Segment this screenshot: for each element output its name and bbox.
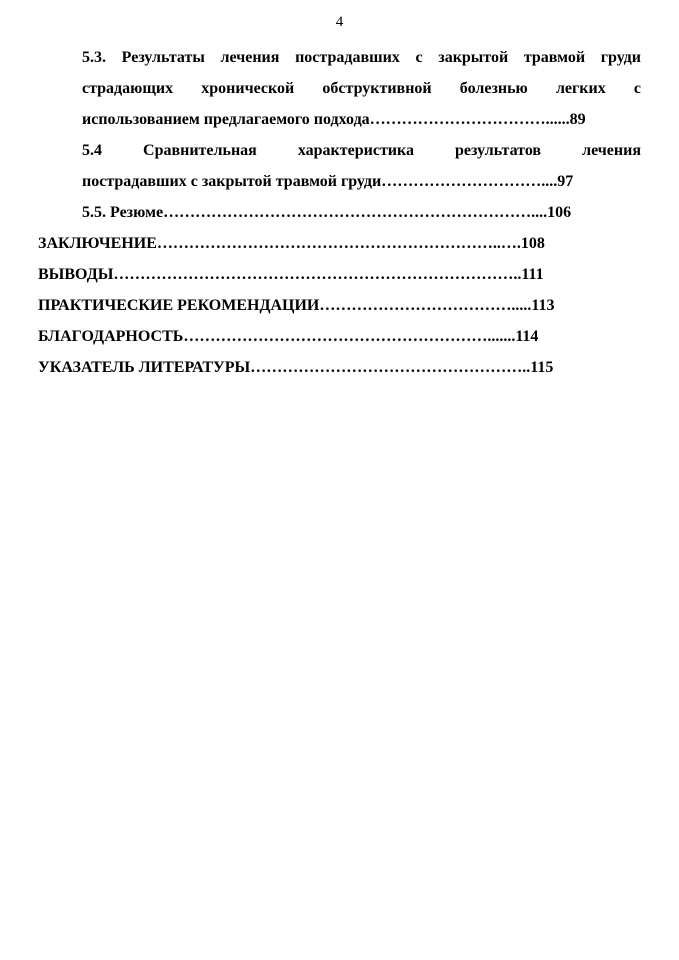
toc-entry-5-4 xyxy=(38,135,641,197)
toc-entry-conclusion: ЗАКЛЮЧЕНИЕ………………………………………………………..….108 xyxy=(38,235,545,252)
toc-entry-recommendations: ПРАКТИЧЕСКИЕ РЕКОМЕНДАЦИИ……………………………….....113 xyxy=(38,297,555,314)
toc-entry-5-4-main: 5.4 Сравнительная характеристика результатов лечения xyxy=(82,142,641,159)
toc-entry-5-3-main: 5.3. Результаты лечения пострадавших с закрытой травмой груди страдающих хронической обструктивной болезнью легких с xyxy=(82,49,641,97)
toc-entry-acknowledgements: БЛАГОДАРНОСТЬ………………………………………………….......114 xyxy=(38,328,539,345)
toc-entry-5-3-tail: использованием предлагаемого подхода……………………………......89 xyxy=(82,111,586,128)
table-of-contents xyxy=(38,42,641,383)
toc-entry-5-3 xyxy=(38,42,641,135)
toc-entry-findings: ВЫВОДЫ…………………………………………………………………..111 xyxy=(38,266,544,283)
toc-entry-5-5: 5.5. Резюме……………………………………………………………....106 xyxy=(82,204,572,221)
toc-entry-5-4-tail: пострадавших с закрытой травмой груди…………………………....97 xyxy=(82,173,574,190)
page-number: 4 xyxy=(335,14,344,30)
toc-entry-references: УКАЗАТЕЛЬ ЛИТЕРАТУРЫ……………………………………………..115 xyxy=(38,359,554,376)
